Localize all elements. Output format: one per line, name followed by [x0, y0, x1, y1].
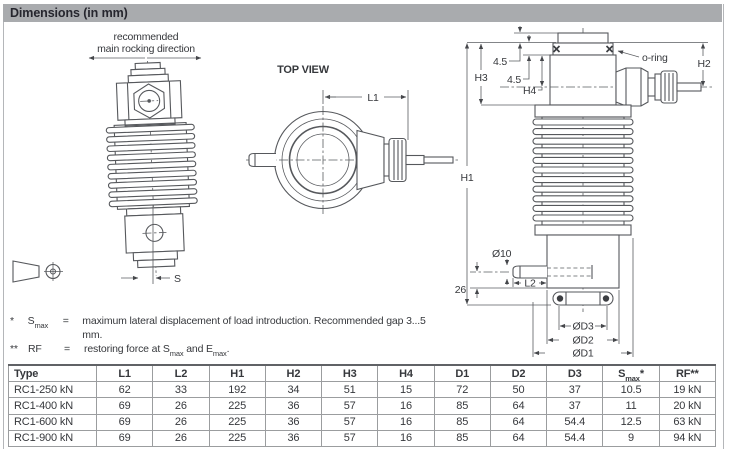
table-cell: 11 — [603, 398, 659, 414]
table-cell: 54.4 — [547, 414, 603, 430]
d1-dimension-label: ØD1 — [572, 347, 594, 360]
table-cell: 26 — [153, 398, 209, 414]
footnote-text: restoring force at $S_{max}$ and $E_{max}$. — [84, 343, 230, 359]
footnote-symbol: ** — [10, 343, 18, 355]
front-view-body — [104, 59, 201, 277]
table-cell: 69 — [97, 398, 153, 414]
side-view-drawing — [455, 26, 712, 360]
gap-mid-dimension-label: 4.5 — [507, 74, 521, 86]
rocking-note-line1: recommended — [113, 31, 179, 43]
h2-dimension-label: H2 — [697, 58, 711, 70]
table-cell: 33 — [153, 382, 209, 398]
table-cell: 63 kN — [659, 414, 715, 430]
col-rf: RF** — [659, 365, 715, 382]
table-cell: 12.5 — [603, 414, 659, 430]
table-cell: 36 — [265, 398, 321, 414]
l1-dimension-label: L1 — [367, 92, 379, 104]
table-cell: RC1-400 kN — [9, 398, 97, 414]
table-cell: 225 — [209, 398, 265, 414]
top-view-title: TOP VIEW — [277, 64, 329, 76]
table-cell: 26 — [153, 430, 209, 446]
dimensions-table — [8, 364, 716, 447]
table-cell: 54.4 — [547, 430, 603, 446]
table-cell: 57 — [322, 430, 378, 446]
table-cell: 16 — [378, 430, 434, 446]
table-row — [9, 398, 716, 414]
col-type: Type — [9, 365, 97, 382]
table-cell: 19 kN — [659, 382, 715, 398]
front-view-drawing — [89, 31, 201, 285]
pin-pictogram — [13, 261, 63, 282]
col-smax: $S_{max}*$ — [603, 365, 659, 382]
pin-offset-dimension-label: 26 — [454, 284, 466, 296]
table-cell: 85 — [434, 430, 490, 446]
col-h1: H1 — [209, 365, 265, 382]
h3-dimension-label: H3 — [474, 72, 488, 84]
col-h2: H2 — [265, 365, 321, 382]
page-title: Dimensions (in mm) — [10, 6, 128, 20]
table-cell: 85 — [434, 398, 490, 414]
table-cell: 57 — [322, 414, 378, 430]
table-cell: 69 — [97, 414, 153, 430]
table-cell: 64 — [490, 430, 546, 446]
table-cell: 15 — [378, 382, 434, 398]
col-d2: D2 — [490, 365, 546, 382]
h1-dimension-label: H1 — [460, 172, 474, 184]
table-cell: 37 — [547, 382, 603, 398]
table-row — [9, 414, 716, 430]
gap-top-dimension-label: 4.5 — [493, 56, 507, 68]
footnote-text: maximum lateral displacement of load introduction. Recommended gap 3...5 mm. — [82, 315, 426, 341]
table-cell: 57 — [322, 398, 378, 414]
table-cell: 51 — [322, 382, 378, 398]
table-cell: 192 — [209, 382, 265, 398]
table-cell: 36 — [265, 414, 321, 430]
col-h3: H3 — [322, 365, 378, 382]
table-cell: 16 — [378, 414, 434, 430]
table-cell: 20 kN — [659, 398, 715, 414]
s-dimension-label: S — [174, 273, 181, 285]
table-cell: 94 kN — [659, 430, 715, 446]
table-cell: 36 — [265, 430, 321, 446]
spec-table-container — [8, 364, 716, 447]
table-cell: 85 — [434, 414, 490, 430]
d2-dimension-label: ØD2 — [572, 334, 594, 347]
table-cell: 64 — [490, 414, 546, 430]
rocking-note-line2: main rocking direction — [97, 43, 195, 55]
table-cell: 10.5 — [603, 382, 659, 398]
col-d1: D1 — [434, 365, 490, 382]
table-cell: RC1-250 kN — [9, 382, 97, 398]
h4-dimension-label: H4 — [522, 85, 536, 97]
table-row — [9, 382, 716, 398]
col-l1: L1 — [97, 365, 153, 382]
technical-drawing — [4, 22, 722, 362]
col-h4: H4 — [378, 365, 434, 382]
col-d3: D3 — [547, 365, 603, 382]
pin-diameter-label: Ø10 — [492, 248, 512, 260]
table-cell: 37 — [547, 398, 603, 414]
table-cell: 62 — [97, 382, 153, 398]
table-cell: 225 — [209, 430, 265, 446]
table-cell: 64 — [490, 398, 546, 414]
table-cell: 69 — [97, 430, 153, 446]
footnote-smax: * $S_{max}$ = maximum lateral displacement of load introduction. Recommended gap 3...5 mm. — [10, 314, 440, 342]
l2-dimension-label: L2 — [524, 277, 536, 290]
footnotes — [10, 314, 440, 359]
table-row — [9, 430, 716, 446]
table-cell: 225 — [209, 414, 265, 430]
top-view-drawing — [246, 64, 460, 216]
footnote-symbol: * — [10, 315, 14, 327]
d3-dimension-label: ØD3 — [572, 320, 594, 333]
footnote-rf: ** RF = restoring force at $S_{max}$ and $E_{max}$. — [10, 343, 230, 359]
table-cell: RC1-600 kN — [9, 414, 97, 430]
table-cell: 72 — [434, 382, 490, 398]
table-cell: RC1-900 kN — [9, 430, 97, 446]
table-cell: 50 — [490, 382, 546, 398]
col-l2: L2 — [153, 365, 209, 382]
section-header-bar — [3, 4, 722, 22]
table-cell: 16 — [378, 398, 434, 414]
table-cell: 9 — [603, 430, 659, 446]
table-header-row — [9, 365, 716, 382]
oring-label: o-ring — [642, 52, 668, 64]
table-cell: 26 — [153, 414, 209, 430]
table-cell: 34 — [265, 382, 321, 398]
